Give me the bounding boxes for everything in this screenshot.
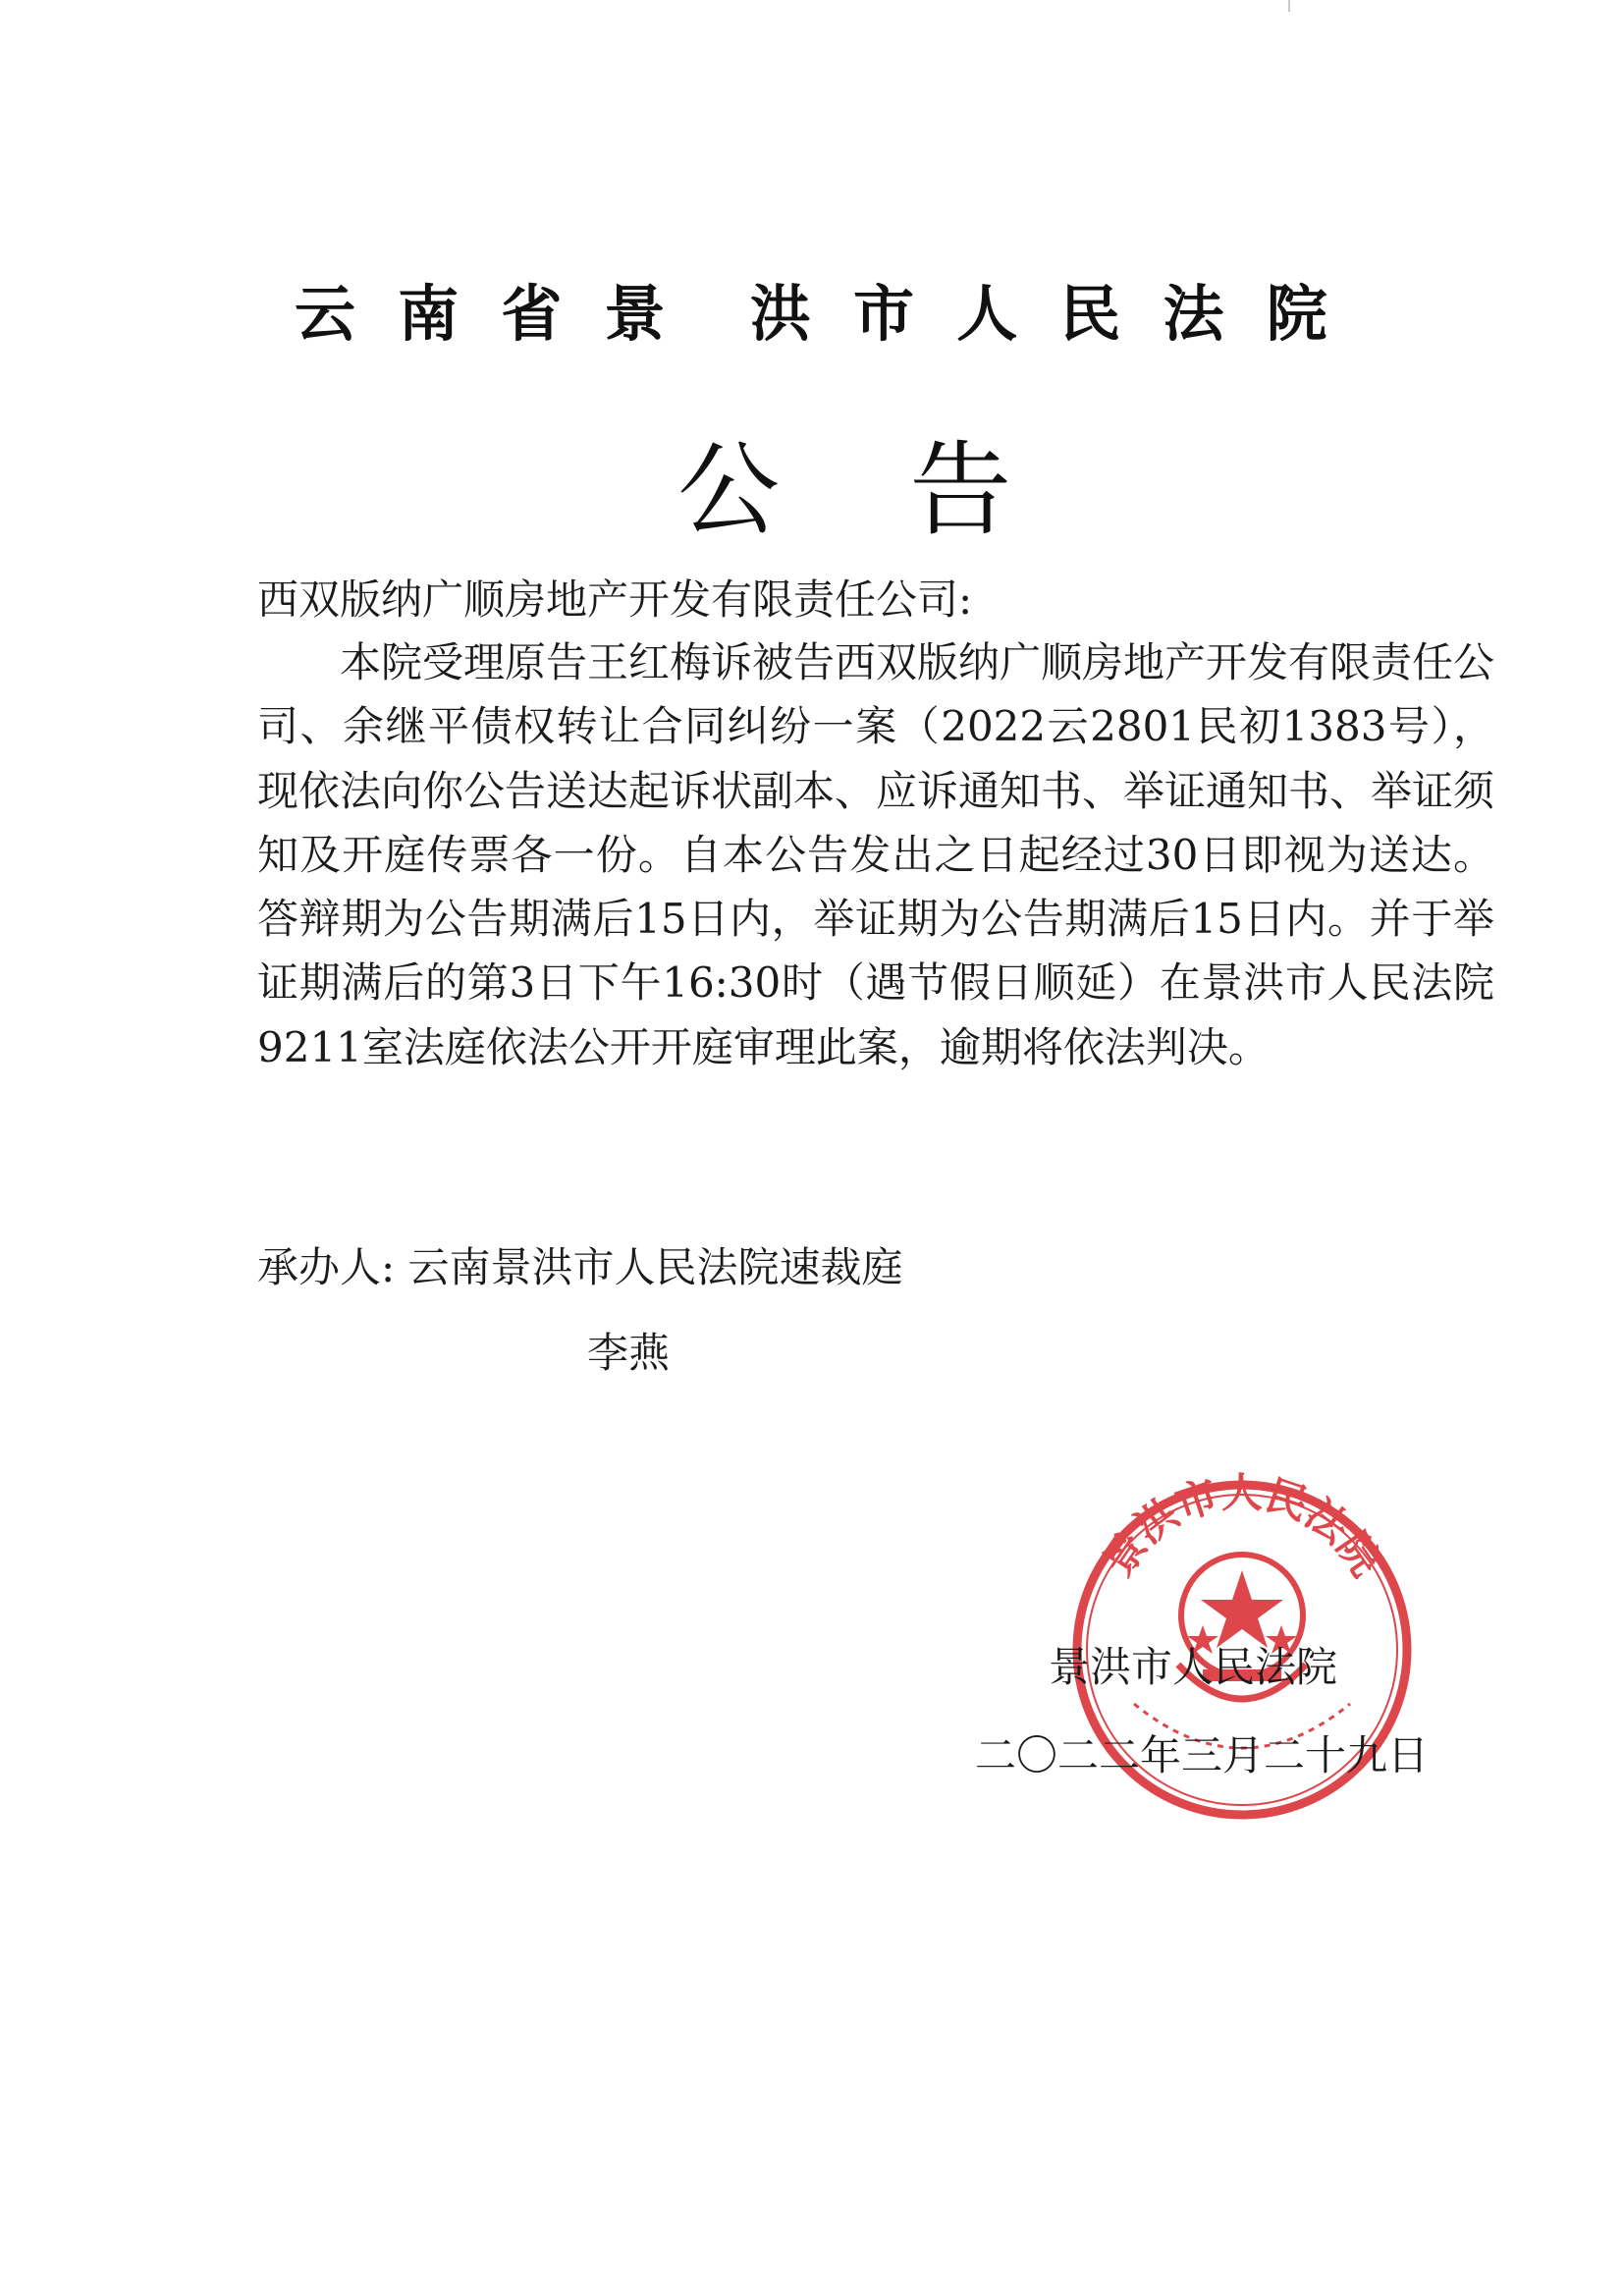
notice-body-paragraph: 本院受理原告王红梅诉被告西双版纳广顺房地产开发有限责任公司、余继平债权转让合同纠纷一案（2022云2801民初1383号），现依法向你公告送达起诉状副本、应诉通知书、举证通知书、举证须知及开庭传票各一份。自本公告发出之日起经过30日即视为送达。答辩期为公告期满后15日内，举证期为公告期满后15日内。并于举证期满后的第3日下午16:30时（遇节假日顺延）在景洪市人民法院9211室法庭依法公开开庭审理此案，逾期将依法判决。 [257,638,1495,1071]
court-name-heading: 云 南 省 景 洪 市 人 民 法 院 [295,278,1327,350]
addressee-line: 西双版纳广顺房地产开发有限责任公司: [257,575,973,624]
scan-edge-mark [1288,0,1290,12]
signing-court: 景洪市人民法院 [1049,1643,1338,1691]
handler-line: 承办人: 云南景洪市人民法院速裁庭 [257,1243,903,1291]
signing-date: 二〇二二年三月二十九日 [975,1731,1430,1779]
judge-name: 李燕 [587,1329,671,1377]
notice-title: 公 告 [677,430,1012,550]
seal-arc-text: 景洪市人民法院 [1093,1468,1391,1585]
